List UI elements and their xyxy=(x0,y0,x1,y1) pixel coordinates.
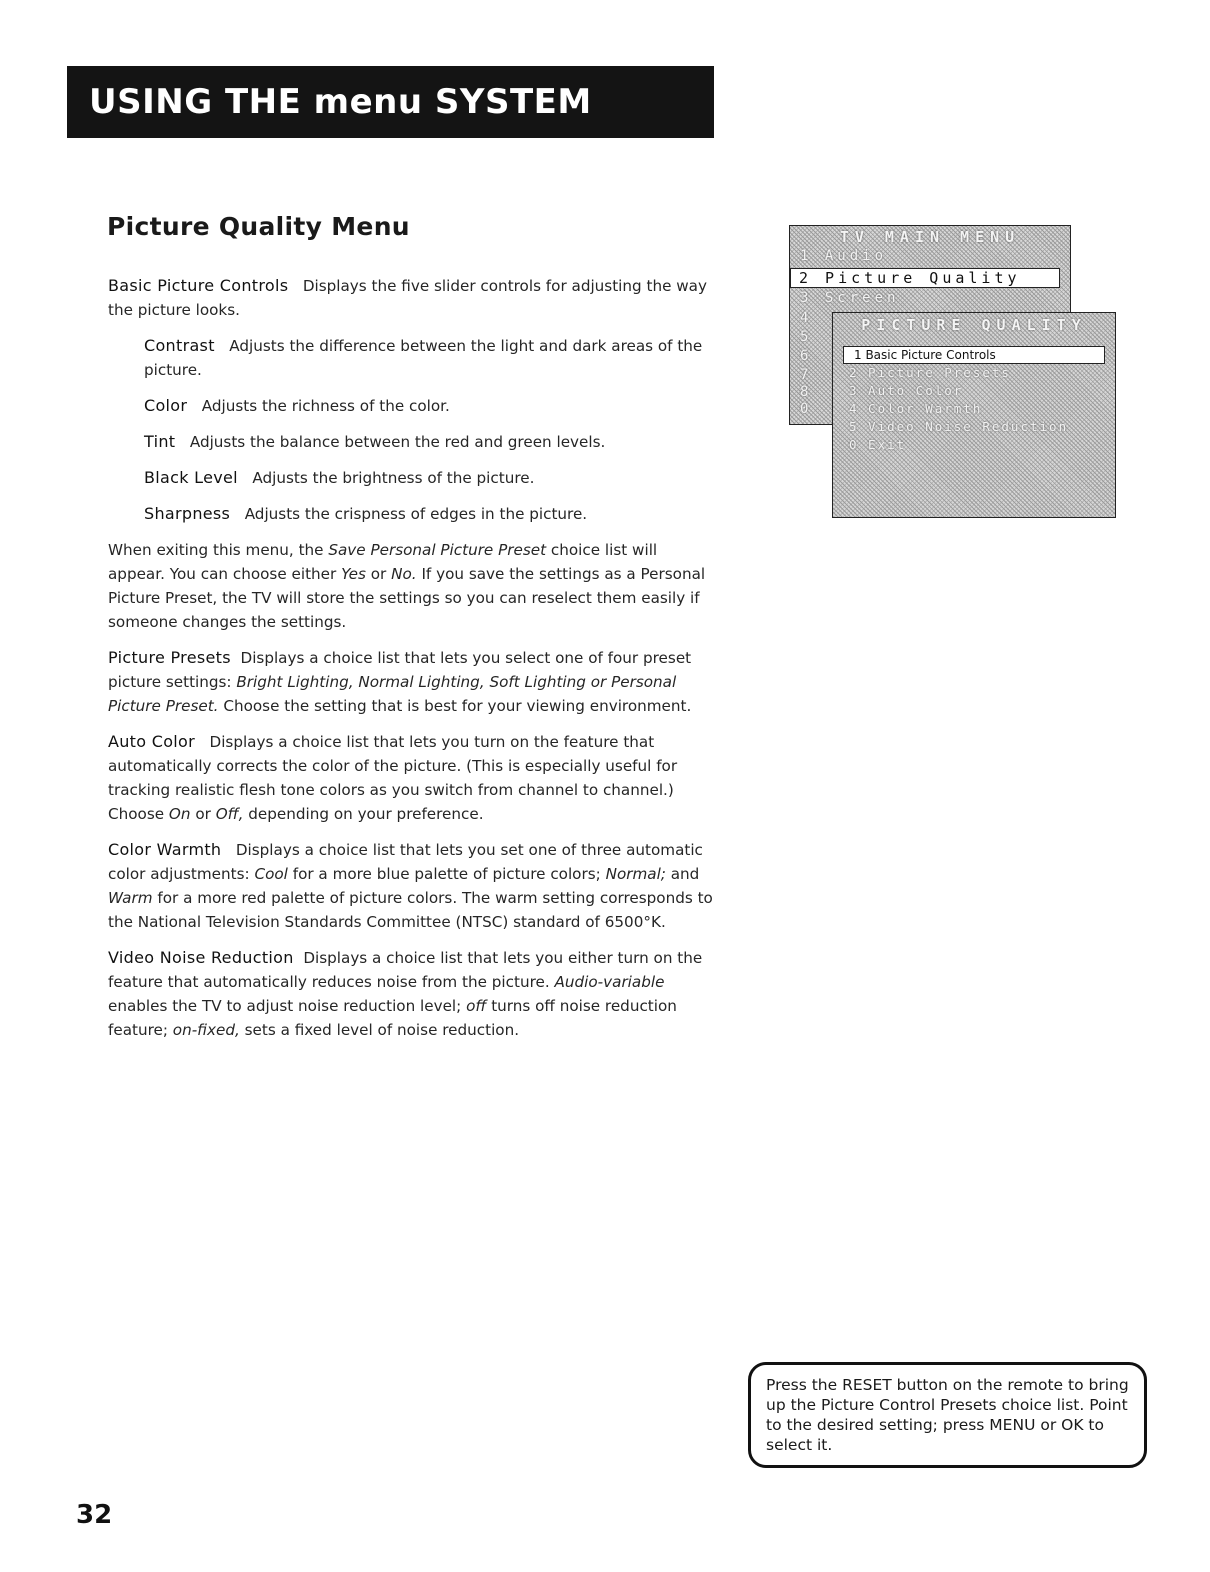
term-basic-picture-controls: Basic Picture Controls xyxy=(108,276,289,295)
tv-submenu-item: 3 Auto Color xyxy=(849,383,964,398)
color-text: Adjusts the richness of the color. xyxy=(201,397,450,415)
page-header-banner: USING THE menu SYSTEM xyxy=(67,66,714,138)
term-color: Color xyxy=(144,396,188,415)
contrast-paragraph xyxy=(144,334,718,382)
tv-main-menu-item: 8 xyxy=(800,384,813,400)
exit-note-paragraph xyxy=(108,538,718,634)
contrast-text: Adjusts the difference between the light and dark areas of the picture. xyxy=(144,337,703,379)
term-video-noise-reduction: Video Noise Reduction xyxy=(108,948,294,967)
color-warmth-italic-3: Warm xyxy=(108,889,153,907)
tv-main-menu-item: 1 Audio xyxy=(800,248,888,264)
auto-color-text-1: Displays a choice list that lets you turn on the feature that automatically corrects the color of the picture. (This is especially useful for tracking realistic flesh tone colors as you switch from channel to channel.) Choose xyxy=(108,733,678,823)
basic-controls-text: Displays the five slider controls for adjusting the way the picture looks. xyxy=(108,277,707,319)
exit-note-italic-1: Save Personal Picture Preset xyxy=(328,541,547,559)
tv-picture-quality-menu-title: PICTURE QUALITY xyxy=(861,316,1087,334)
term-color-warmth: Color Warmth xyxy=(108,840,222,859)
tint-paragraph xyxy=(144,430,718,454)
video-noise-paragraph xyxy=(108,946,718,1042)
tv-submenu-selected-item: 1 Basic Picture Controls xyxy=(843,346,1105,364)
basic-controls-paragraph xyxy=(108,274,718,322)
color-warmth-italic-2: Normal; xyxy=(605,865,666,883)
term-contrast: Contrast xyxy=(144,336,215,355)
video-noise-text-1: Displays a choice list that lets you either turn on the feature that automatically reduces noise from the picture. xyxy=(108,949,703,991)
color-warmth-text-1: Displays a choice list that lets you set one of three automatic color adjustments: xyxy=(108,841,703,883)
page-number: 32 xyxy=(76,1500,113,1530)
exit-note-text-4: If you save the settings as a Personal Picture Preset, the TV will store the settings so you can reselect them easily if someone changes the settings. xyxy=(108,565,706,631)
tv-main-menu-item: 7 xyxy=(800,367,813,383)
exit-note-italic-3: No. xyxy=(391,565,417,583)
video-noise-text-3: turns off noise reduction feature; xyxy=(108,997,677,1039)
tv-submenu-item: 0 Exit xyxy=(849,437,907,452)
tv-main-menu-item: 6 xyxy=(800,348,813,364)
tv-main-menu-title: TV MAIN MENU xyxy=(839,228,1021,246)
black-level-text: Adjusts the brightness of the picture. xyxy=(252,469,535,487)
exit-note-text-1: When exiting this menu, the xyxy=(108,541,329,559)
picture-presets-italic-1: Bright Lighting, Normal Lighting, Soft Lighting or Personal Picture Preset. xyxy=(108,673,677,715)
term-auto-color: Auto Color xyxy=(108,732,196,751)
black-level-paragraph xyxy=(144,466,718,490)
color-warmth-text-4: for a more red palette of picture colors. The warm setting corresponds to the National Television Standards Committee (NTSC) standard of 6500°K. xyxy=(108,889,713,931)
color-warmth-text-2: for a more blue palette of picture colors; xyxy=(287,865,606,883)
tint-text: Adjusts the balance between the red and green levels. xyxy=(189,433,606,451)
term-tint: Tint xyxy=(144,432,176,451)
video-noise-italic-2: off xyxy=(466,997,487,1015)
color-paragraph xyxy=(144,394,718,418)
picture-presets-paragraph xyxy=(108,646,718,718)
section-title: Picture Quality Menu xyxy=(107,212,410,241)
video-noise-text-2: enables the TV to adjust noise reduction level; xyxy=(108,997,467,1015)
auto-color-italic-2: Off, xyxy=(215,805,244,823)
sharpness-text: Adjusts the crispness of edges in the picture. xyxy=(244,505,588,523)
picture-presets-text-1: Displays a choice list that lets you select one of four preset picture settings: xyxy=(108,649,692,691)
color-warmth-italic-1: Cool xyxy=(254,865,288,883)
tv-main-menu-item: 3 Screen xyxy=(800,290,900,306)
auto-color-italic-1: On xyxy=(168,805,191,823)
tv-main-menu-item: 4 xyxy=(800,310,813,326)
term-sharpness: Sharpness xyxy=(144,504,231,523)
term-picture-presets: Picture Presets xyxy=(108,648,231,667)
video-noise-italic-1: Audio-variable xyxy=(554,973,665,991)
video-noise-italic-3: on-fixed, xyxy=(172,1021,240,1039)
tv-submenu-item: 5 Video Noise Reduction xyxy=(849,419,1069,434)
video-noise-text-4: sets a fixed level of noise reduction. xyxy=(239,1021,520,1039)
color-warmth-text-3: and xyxy=(665,865,700,883)
sharpness-paragraph xyxy=(144,502,718,526)
tv-submenu-item: 4 Color Warmth xyxy=(849,401,983,416)
exit-note-text-3: or xyxy=(365,565,392,583)
color-warmth-paragraph xyxy=(108,838,718,934)
tv-main-menu-item: 5 xyxy=(800,329,813,345)
exit-note-italic-2: Yes xyxy=(341,565,366,583)
auto-color-paragraph xyxy=(108,730,718,826)
tv-main-menu-selected-item: 2 Picture Quality xyxy=(790,268,1060,288)
auto-color-text-3: depending on your preference. xyxy=(243,805,484,823)
tip-text: Press the RESET button on the remote to bring up the Picture Control Presets choice list. Point to the desired setting; press MENU or OK to select it. xyxy=(766,1376,1129,1454)
auto-color-text-2: or xyxy=(190,805,216,823)
main-content xyxy=(108,274,718,1054)
picture-presets-text-2: Choose the setting that is best for your viewing environment. xyxy=(218,697,692,715)
tv-picture-quality-menu-screen xyxy=(832,312,1116,518)
term-black-level: Black Level xyxy=(144,468,238,487)
tv-submenu-item: 2 Picture Presets xyxy=(849,365,1011,380)
tv-main-menu-item: 0 xyxy=(800,401,813,417)
tip-box xyxy=(748,1362,1147,1468)
exit-note-text-2: choice list will appear. You can choose either xyxy=(108,541,658,583)
